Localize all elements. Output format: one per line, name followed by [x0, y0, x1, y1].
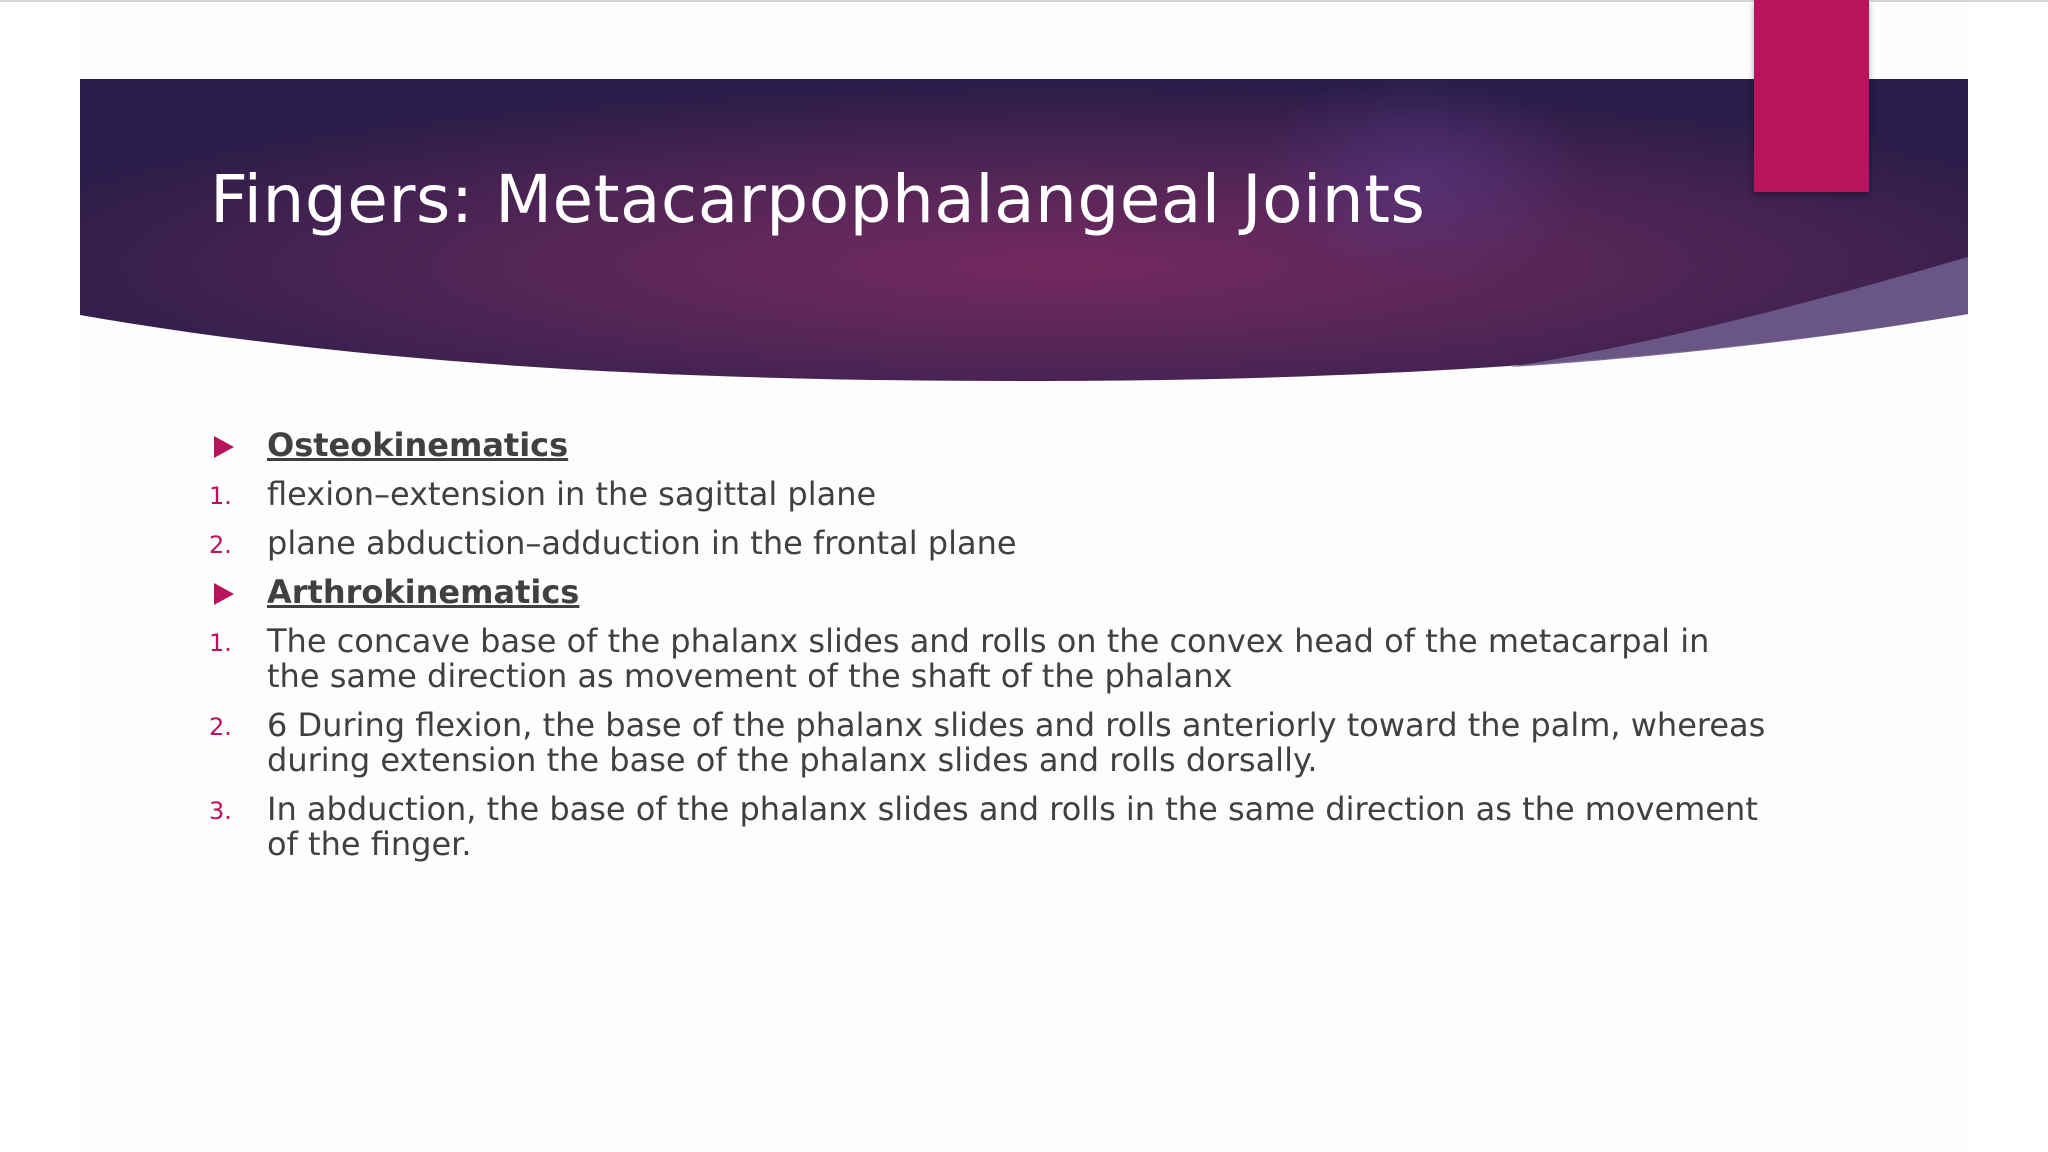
slide-title: Fingers: Metacarpophalangeal Joints — [210, 161, 1426, 238]
triangle-bullet-icon — [214, 583, 234, 605]
list-item-text: In abduction, the base of the phalanx slides and rolls in the same direction as the movement of the finger. — [267, 790, 1758, 863]
list-item — [207, 792, 1767, 862]
list-item-text: flexion–extension in the sagittal plane — [267, 475, 877, 513]
triangle-bullet-icon — [214, 436, 234, 458]
section-heading — [207, 575, 1767, 610]
list-item — [207, 708, 1767, 778]
section-heading-text: Arthrokinematics — [267, 573, 580, 611]
list-number: 2. — [209, 713, 232, 741]
section-heading — [207, 428, 1767, 463]
list-number: 3. — [209, 797, 232, 825]
list-item — [207, 624, 1767, 694]
list-item-text: 6 During flexion, the base of the phalanx slides and rolls anteriorly toward the palm, whereas during extension the base of the phalanx slides and rolls dorsally. — [267, 706, 1766, 779]
list-number: 2. — [209, 531, 232, 559]
slide-body — [207, 428, 1767, 876]
list-item-text: plane abduction–adduction in the frontal plane — [267, 524, 1017, 562]
list-item-text: The concave base of the phalanx slides and rolls on the convex head of the metacarpal in the same direction as movement of the shaft of the phalanx — [267, 622, 1710, 695]
list-item — [207, 526, 1767, 561]
list-number: 1. — [209, 482, 232, 510]
list-item — [207, 477, 1767, 512]
section-heading-text: Osteokinematics — [267, 426, 569, 464]
accent-tab — [1754, 0, 1869, 192]
list-number: 1. — [209, 629, 232, 657]
